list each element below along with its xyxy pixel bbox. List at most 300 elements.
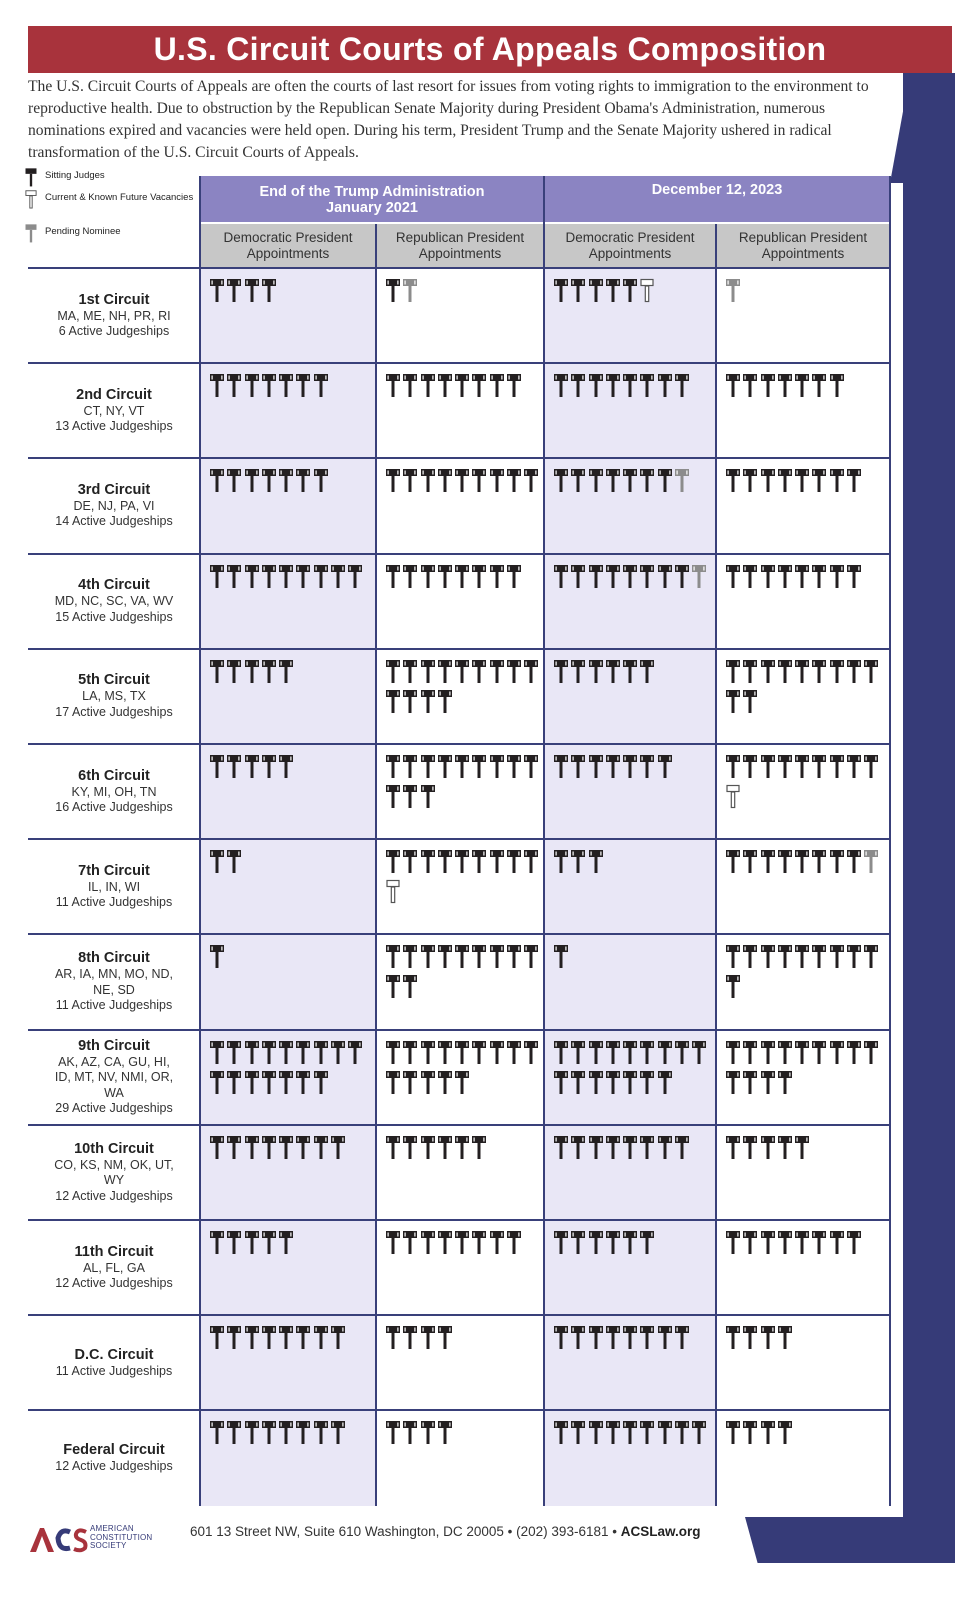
sitting-gavel-icon (863, 752, 879, 780)
sitting-gavel-icon (261, 1133, 277, 1161)
judge-cell (544, 1030, 716, 1125)
sitting-gavel-icon (605, 466, 621, 494)
sitting-gavel-icon (742, 847, 758, 875)
sitting-gavel-icon (471, 752, 487, 780)
circuit-judgeships: 11 Active Judgeships (55, 1363, 173, 1378)
acs-logo (28, 1524, 168, 1558)
column-divider (199, 176, 201, 1506)
sitting-gavel-icon (639, 1038, 655, 1066)
sitting-gavel-icon (588, 1038, 604, 1066)
sitting-gavel-icon (553, 1228, 569, 1256)
sitting-gavel-icon (657, 466, 673, 494)
sitting-gavel-icon (278, 562, 294, 590)
sitting-gavel-icon (760, 657, 776, 685)
sitting-gavel-icon (570, 1068, 586, 1096)
circuit-judgeships: 12 Active Judgeships (55, 1188, 173, 1203)
sitting-gavel-icon (402, 1038, 418, 1066)
sitting-gavel-icon (622, 752, 638, 780)
sitting-gavel-icon (725, 657, 741, 685)
sitting-gavel-icon (588, 466, 604, 494)
sitting-gavel-icon (420, 1068, 436, 1096)
sitting-gavel-icon (454, 752, 470, 780)
judge-cell (200, 1220, 376, 1315)
circuit-name: D.C. Circuit (74, 1346, 154, 1363)
sitting-gavel-icon (725, 752, 741, 780)
sitting-gavel-icon (506, 466, 522, 494)
sitting-gavel-icon (261, 562, 277, 590)
sitting-gavel-icon (385, 782, 401, 810)
sitting-gavel-icon (523, 752, 539, 780)
sitting-gavel-icon (330, 1418, 346, 1446)
sitting-gavel-icon (553, 942, 569, 970)
sitting-gavel-icon (209, 1418, 225, 1446)
sitting-gavel-icon (244, 1133, 260, 1161)
sitting-gavel-icon (437, 371, 453, 399)
sitting-gavel-icon (725, 942, 741, 970)
sitting-gavel-icon (437, 752, 453, 780)
sitting-gavel-icon (570, 1133, 586, 1161)
sitting-gavel-icon (742, 1228, 758, 1256)
sitting-gavel-icon (471, 466, 487, 494)
sitting-gavel-icon (725, 687, 741, 715)
sitting-gavel-icon (471, 942, 487, 970)
sitting-gavel-icon (437, 466, 453, 494)
sitting-gavel-icon (437, 847, 453, 875)
circuit-judgeships: 11 Active Judgeships (55, 895, 173, 910)
sitting-gavel-icon (506, 752, 522, 780)
sitting-gavel-icon (471, 371, 487, 399)
sitting-gavel-icon (622, 1228, 638, 1256)
sitting-gavel-icon (489, 657, 505, 685)
sitting-gavel-icon (330, 1323, 346, 1351)
sitting-gavel-icon (811, 1228, 827, 1256)
circuit-label (28, 458, 200, 553)
circuit-states: AR, IA, MN, MO, ND, NE, SD (54, 967, 174, 997)
judge-cell (544, 934, 716, 1029)
sitting-gavel-icon (829, 752, 845, 780)
circuit-judgeships: 6 Active Judgeships (58, 324, 170, 339)
sitting-gavel-icon (605, 1418, 621, 1446)
sitting-gavel-icon (295, 371, 311, 399)
judge-cell (200, 649, 376, 744)
sitting-gavel-icon (420, 1418, 436, 1446)
sitting-gavel-icon (760, 942, 776, 970)
sitting-gavel-icon (553, 466, 569, 494)
sitting-gavel-icon (261, 276, 277, 304)
sitting-gavel-icon (811, 942, 827, 970)
judge-cell (200, 1315, 376, 1410)
sitting-gavel-icon (588, 1133, 604, 1161)
circuit-judgeships: 17 Active Judgeships (55, 704, 173, 719)
sitting-gavel-icon (777, 752, 793, 780)
footer-navy-band (745, 1517, 955, 1563)
sitting-gavel-icon (278, 1133, 294, 1161)
sitting-gavel-icon (402, 942, 418, 970)
sitting-gavel-icon (454, 1228, 470, 1256)
sitting-gavel-icon (244, 1418, 260, 1446)
judge-cell (716, 744, 890, 839)
sitting-gavel-icon (777, 1228, 793, 1256)
sitting-gavel-icon (588, 371, 604, 399)
sitting-gavel-icon (605, 1038, 621, 1066)
sitting-gavel-icon (420, 1038, 436, 1066)
sitting-gavel-icon (209, 657, 225, 685)
sitting-gavel-icon (570, 752, 586, 780)
sitting-gavel-icon (811, 466, 827, 494)
sitting-gavel-icon (471, 1038, 487, 1066)
sitting-gavel-icon (553, 1038, 569, 1066)
circuit-judgeships: 16 Active Judgeships (55, 800, 173, 815)
sitting-gavel-icon (725, 847, 741, 875)
judge-cell (716, 363, 890, 458)
sitting-gavel-icon (742, 466, 758, 494)
sitting-gavel-icon (489, 752, 505, 780)
circuit-name: 5th Circuit (78, 672, 150, 689)
sitting-gavel-icon (437, 942, 453, 970)
sitting-gavel-icon (622, 657, 638, 685)
sitting-gavel-icon (209, 276, 225, 304)
circuit-name: 3rd Circuit (77, 481, 151, 498)
sitting-gavel-icon (313, 1133, 329, 1161)
sitting-gavel-icon (295, 466, 311, 494)
sitting-gavel-icon (553, 657, 569, 685)
circuit-label (28, 268, 200, 363)
judge-cell (200, 934, 376, 1029)
judge-cell (200, 458, 376, 553)
circuit-label (28, 839, 200, 934)
sitting-gavel-icon (261, 1068, 277, 1096)
sitting-gavel-icon (760, 562, 776, 590)
sitting-gavel-icon (489, 1038, 505, 1066)
judge-cell (200, 268, 376, 363)
sitting-gavel-icon (226, 657, 242, 685)
circuit-label (28, 363, 200, 458)
sitting-gavel-icon (605, 1228, 621, 1256)
sitting-gavel-icon (471, 1228, 487, 1256)
sitting-gavel-icon (209, 847, 225, 875)
sitting-gavel-icon (657, 1068, 673, 1096)
sitting-gavel-icon (570, 1323, 586, 1351)
sitting-gavel-icon (622, 1038, 638, 1066)
sitting-gavel-icon (471, 657, 487, 685)
circuit-states: DE, NJ, PA, VI (73, 498, 155, 513)
sitting-gavel-icon (385, 562, 401, 590)
circuit-label (28, 649, 200, 744)
sitting-gavel-icon (742, 1323, 758, 1351)
sitting-gavel-icon (385, 1418, 401, 1446)
sitting-gavel-icon (385, 752, 401, 780)
sitting-gavel-icon (622, 1068, 638, 1096)
circuit-judgeships: 11 Active Judgeships (55, 998, 173, 1013)
sitting-gavel-icon (657, 1418, 673, 1446)
sitting-gavel-icon (760, 371, 776, 399)
sitting-gavel-icon (777, 1418, 793, 1446)
sitting-gavel-icon (209, 942, 225, 970)
sitting-gavel-icon (777, 466, 793, 494)
sitting-gavel-icon (639, 1068, 655, 1096)
circuit-judgeships: 13 Active Judgeships (55, 419, 173, 434)
sitting-gavel-icon (588, 1323, 604, 1351)
judge-cell (716, 1125, 890, 1220)
sitting-gavel-icon (295, 1133, 311, 1161)
sitting-gavel-icon (622, 276, 638, 304)
circuit-label (28, 1125, 200, 1220)
sitting-gavel-icon (570, 1038, 586, 1066)
sitting-gavel-icon (622, 371, 638, 399)
sitting-gavel-icon (278, 752, 294, 780)
sitting-gavel-icon (506, 657, 522, 685)
sitting-gavel-icon (244, 466, 260, 494)
sitting-gavel-icon (777, 1038, 793, 1066)
sitting-gavel-icon (523, 942, 539, 970)
sitting-gavel-icon (523, 657, 539, 685)
judge-cell (716, 554, 890, 649)
sitting-gavel-icon (523, 1038, 539, 1066)
sitting-gavel-icon (811, 657, 827, 685)
sitting-gavel-icon (639, 1323, 655, 1351)
sitting-gavel-icon (506, 1228, 522, 1256)
sitting-gavel-icon (523, 847, 539, 875)
row-divider (28, 267, 890, 269)
sitting-gavel-icon (454, 847, 470, 875)
sitting-gavel-icon (313, 1038, 329, 1066)
sitting-gavel-icon (605, 1133, 621, 1161)
sitting-gavel-icon (794, 752, 810, 780)
sitting-gavel-icon (846, 942, 862, 970)
sitting-gavel-icon (657, 1038, 673, 1066)
sitting-gavel-icon (402, 1068, 418, 1096)
sitting-gavel-icon (402, 1323, 418, 1351)
era-header-2: December 12, 2023 (544, 176, 890, 222)
sitting-gavel-icon (244, 562, 260, 590)
circuit-judgeships: 14 Active Judgeships (55, 514, 173, 529)
circuit-name: 10th Circuit (74, 1140, 154, 1157)
sitting-gavel-icon (209, 1323, 225, 1351)
composition-table (28, 176, 892, 1515)
sitting-gavel-icon (829, 371, 845, 399)
circuit-label (28, 744, 200, 839)
sitting-gavel-icon (829, 657, 845, 685)
column-divider (889, 176, 891, 1506)
judge-cell (544, 268, 716, 363)
sitting-gavel-icon (622, 466, 638, 494)
sitting-gavel-icon (553, 1323, 569, 1351)
sitting-gavel-icon (605, 371, 621, 399)
sitting-gavel-icon (313, 1323, 329, 1351)
sitting-gavel-icon (454, 371, 470, 399)
sitting-gavel-icon (674, 562, 690, 590)
sitting-gavel-icon (657, 1323, 673, 1351)
circuit-name: 11th Circuit (74, 1243, 154, 1260)
row-divider (28, 1314, 890, 1316)
sub-header-1: Democratic President Appointments (201, 224, 375, 268)
sitting-gavel-icon (244, 1323, 260, 1351)
sitting-gavel-icon (209, 1038, 225, 1066)
sitting-gavel-icon (437, 687, 453, 715)
sitting-gavel-icon (330, 562, 346, 590)
sitting-gavel-icon (454, 1068, 470, 1096)
sitting-gavel-icon (570, 562, 586, 590)
sitting-gavel-icon (829, 942, 845, 970)
sitting-gavel-icon (489, 466, 505, 494)
sitting-gavel-icon (261, 1038, 277, 1066)
sitting-gavel-icon (794, 657, 810, 685)
sitting-gavel-icon (674, 1038, 690, 1066)
page-title: U.S. Circuit Courts of Appeals Composition (28, 26, 952, 73)
sitting-gavel-icon (295, 1038, 311, 1066)
sitting-gavel-icon (760, 1133, 776, 1161)
sitting-gavel-icon (278, 371, 294, 399)
sitting-gavel-icon (330, 1038, 346, 1066)
sitting-gavel-icon (725, 1038, 741, 1066)
circuit-states: AK, AZ, CA, GU, HI, ID, MT, NV, NMI, OR, WA (54, 1054, 174, 1100)
judge-cell (376, 1315, 544, 1410)
sitting-gavel-icon (553, 371, 569, 399)
sitting-gavel-icon (295, 562, 311, 590)
circuit-label (28, 554, 200, 649)
sitting-gavel-icon (420, 752, 436, 780)
sitting-gavel-icon (846, 657, 862, 685)
sitting-gavel-icon (742, 1418, 758, 1446)
circuit-states: CT, NY, VT (83, 403, 145, 418)
judge-cell (716, 839, 890, 934)
sitting-gavel-icon (863, 657, 879, 685)
legend-label: Pending Nominee (45, 226, 121, 237)
sitting-gavel-icon (553, 562, 569, 590)
sitting-gavel-icon (506, 562, 522, 590)
sitting-gavel-icon (420, 657, 436, 685)
judge-cell (376, 1410, 544, 1505)
circuit-judgeships: 12 Active Judgeships (55, 1458, 173, 1473)
sitting-gavel-icon (226, 276, 242, 304)
judge-cell (200, 744, 376, 839)
judge-cell (376, 1125, 544, 1220)
sitting-gavel-icon (244, 276, 260, 304)
judge-cell (376, 1220, 544, 1315)
circuit-states: MD, NC, SC, VA, WV (54, 594, 174, 609)
row-divider (28, 362, 890, 364)
circuit-label (28, 1030, 200, 1125)
sitting-gavel-icon (278, 466, 294, 494)
sitting-gavel-icon (261, 371, 277, 399)
sitting-gavel-icon (209, 1228, 225, 1256)
sitting-gavel-icon (742, 562, 758, 590)
sitting-gavel-icon (811, 752, 827, 780)
sitting-gavel-icon (420, 371, 436, 399)
sitting-gavel-icon (742, 371, 758, 399)
sitting-gavel-icon (829, 562, 845, 590)
sitting-gavel-icon (657, 371, 673, 399)
sitting-gavel-icon (454, 1133, 470, 1161)
judge-cell (200, 1125, 376, 1220)
footer-website-link[interactable]: ACSLaw.org (620, 1524, 701, 1539)
sitting-gavel-icon (777, 371, 793, 399)
sitting-gavel-icon (674, 371, 690, 399)
sitting-gavel-icon (777, 657, 793, 685)
sitting-gavel-icon (588, 276, 604, 304)
sitting-gavel-icon (605, 1068, 621, 1096)
sitting-gavel-icon (760, 752, 776, 780)
sitting-gavel-icon (553, 1068, 569, 1096)
sitting-gavel-icon (523, 466, 539, 494)
sitting-gavel-icon (605, 1323, 621, 1351)
sitting-gavel-icon (226, 1228, 242, 1256)
sitting-gavel-icon (261, 1323, 277, 1351)
column-divider (375, 224, 377, 1506)
judge-cell (376, 554, 544, 649)
sitting-gavel-icon (313, 1418, 329, 1446)
sitting-gavel-icon (570, 1228, 586, 1256)
sub-header-2: Republican President Appointments (377, 224, 543, 268)
sitting-gavel-icon (347, 1038, 363, 1066)
judge-cell (716, 934, 890, 1029)
circuit-states: IL, IN, WI (87, 879, 141, 894)
judge-cell (376, 268, 544, 363)
sitting-gavel-icon (846, 1038, 862, 1066)
sitting-gavel-icon (420, 1133, 436, 1161)
sitting-gavel-icon (846, 1228, 862, 1256)
sitting-gavel-icon (489, 942, 505, 970)
sitting-gavel-icon (209, 752, 225, 780)
sitting-gavel-icon (760, 1068, 776, 1096)
judge-cell (376, 744, 544, 839)
sitting-gavel-icon (777, 1068, 793, 1096)
sitting-gavel-icon (829, 1228, 845, 1256)
sitting-gavel-icon (385, 371, 401, 399)
circuit-label (28, 1410, 200, 1505)
row-divider (28, 1124, 890, 1126)
sitting-gavel-icon (489, 1228, 505, 1256)
sitting-gavel-icon (402, 847, 418, 875)
sitting-gavel-icon (261, 466, 277, 494)
sitting-gavel-icon (622, 1418, 638, 1446)
sitting-gavel-icon (846, 562, 862, 590)
judge-cell (376, 649, 544, 744)
sitting-gavel-icon (261, 1228, 277, 1256)
sitting-gavel-icon (846, 847, 862, 875)
sitting-gavel-icon (489, 562, 505, 590)
sitting-gavel-icon (570, 1418, 586, 1446)
sitting-gavel-icon (811, 847, 827, 875)
sitting-gavel-icon (725, 1228, 741, 1256)
column-divider (543, 176, 545, 1506)
sitting-gavel-icon (794, 562, 810, 590)
judge-cell (376, 839, 544, 934)
sitting-gavel-icon (420, 1228, 436, 1256)
row-divider (28, 457, 890, 459)
sitting-gavel-icon (244, 371, 260, 399)
sitting-gavel-icon (811, 1038, 827, 1066)
sitting-gavel-icon (420, 562, 436, 590)
sitting-gavel-icon (570, 466, 586, 494)
pending-gavel-icon (674, 466, 690, 494)
row-divider (28, 838, 890, 840)
sitting-gavel-icon (794, 942, 810, 970)
sitting-gavel-icon (725, 562, 741, 590)
sitting-gavel-icon (226, 1133, 242, 1161)
circuit-name: 2nd Circuit (76, 386, 152, 403)
sitting-gavel-icon (437, 1068, 453, 1096)
sitting-gavel-icon (226, 1068, 242, 1096)
sitting-gavel-icon (639, 371, 655, 399)
sitting-gavel-icon (437, 1038, 453, 1066)
sitting-gavel-icon (846, 752, 862, 780)
sitting-gavel-icon (622, 1133, 638, 1161)
sitting-gavel-icon (846, 466, 862, 494)
sitting-gavel-icon (278, 1068, 294, 1096)
sitting-gavel-icon (725, 972, 741, 1000)
circuit-label (28, 934, 200, 1029)
